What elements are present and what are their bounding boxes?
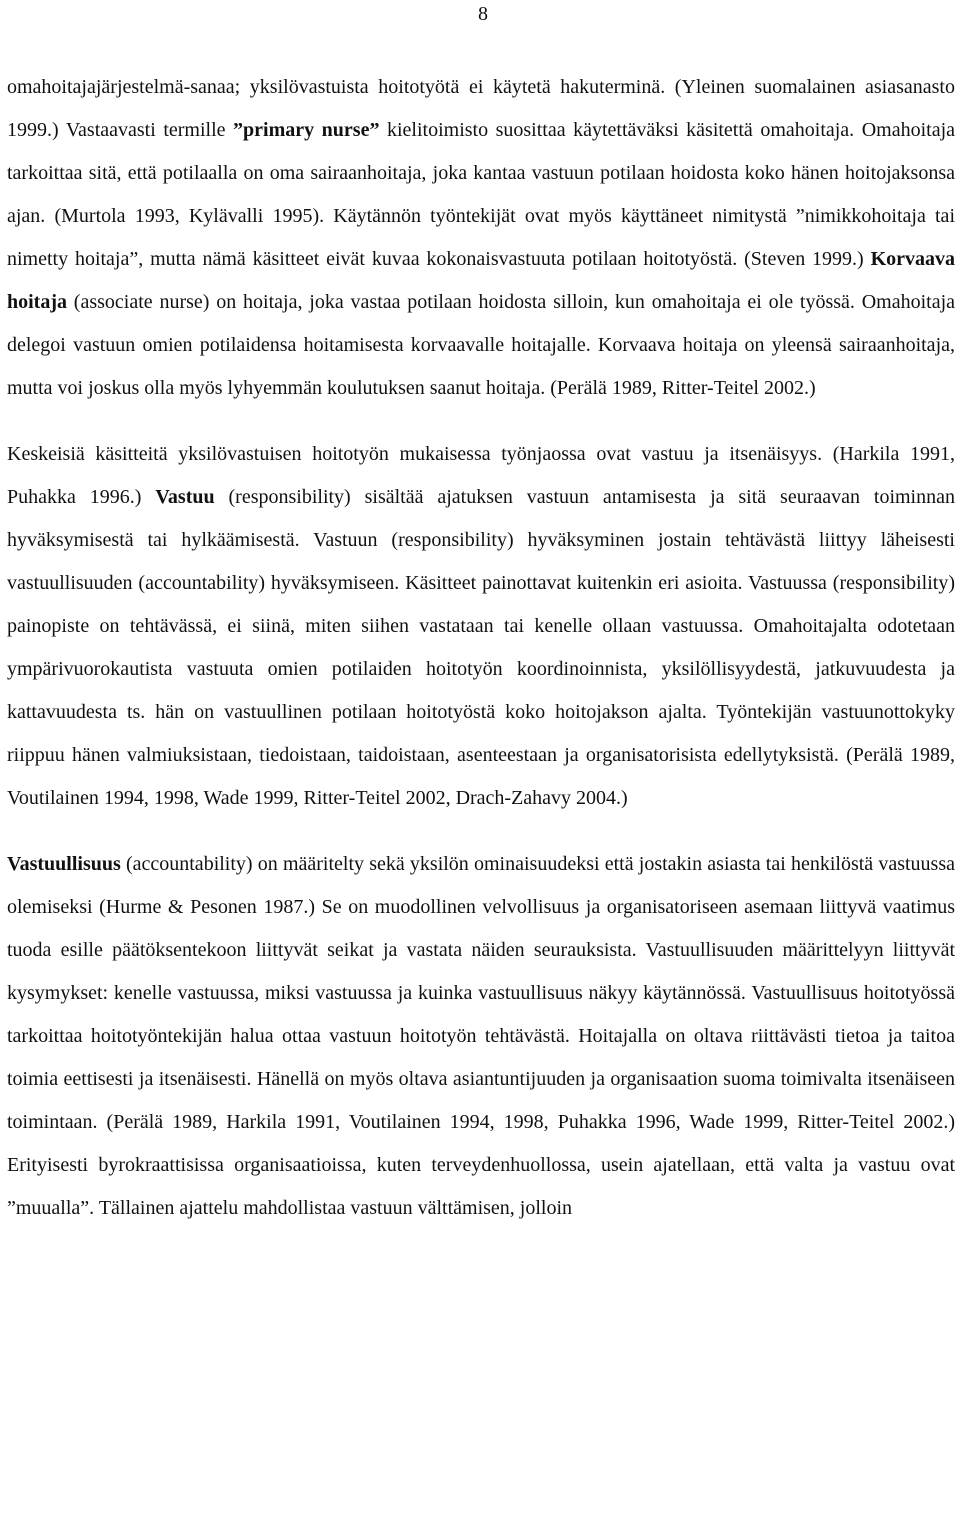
text-run: Keskeisiä käsitteitä yksilövastuisen hoitotyön mukaisessa työnjaossa ovat vastuu ja itsenäisyys. (Harkila 1991, Puhakka 1996.) [7, 443, 955, 508]
paragraph-primary-nurse [7, 66, 955, 410]
text-run: (accountability) on määritelty sekä yksilön ominaisuudeksi että jostakin asiasta tai henkilöstä vastuussa olemiseksi (Hurme & Pesonen 1987.) Se on muodollinen velvollisuus ja organisatoriseen asemaan liittyvä vaatimus tuoda esille päätöksentekoon liittyvät seikat ja vastata näiden seurauksista. Vastuullisuuden määrittelyyn liittyvät kysymykset: kenelle vastuussa, miksi vastuussa ja kuinka vastuullisuus näkyy käytännössä. Vastuullisuus hoitotyössä tarkoittaa hoitotyöntekijän halua ottaa vastuun hoitotyön tehtävästä. Hoitajalla on oltava riittävästi tietoa ja taitoa toimia eettisesti ja itsenäisesti. Hänellä on myös oltava asiantuntijuuden ja organisaation suoma toimivalta itsenäiseen toimintaan. (Perälä 1989, Harkila 1991, Voutilainen 1994, 1998, Puhakka 1996, Wade 1999, Ritter-Teitel 2002.) Erityisesti byrokraattisissa organisaatioissa, kuten terveydenhuollossa, usein ajatellaan, että valta ja vastuu ovat ”muualla”. Tällainen ajattelu mahdollistaa vastuun välttämisen, jolloin [7, 853, 955, 1219]
paragraph-vastuu [7, 433, 955, 820]
paragraph-vastuullisuus [7, 843, 955, 1230]
text-run: (associate nurse) on hoitaja, joka vastaa potilaan hoidosta silloin, kun omahoitaja ei ole työssä. Omahoitaja delegoi vastuun omien potilaidensa hoitamisesta korvaavalle hoitajalle. Korvaava hoitaja on yleensä sairaanhoitaja, mutta voi joskus olla myös lyhyemmän koulutuksen saanut hoitaja. (Perälä 1989, Ritter-Teitel 2002.) [7, 291, 955, 399]
term-primary-nurse: ”primary nurse” [233, 119, 380, 141]
text-run: omahoitajajärjestelmä-sanaa; yksilövastuista hoitotyötä ei käytetä hakuterminä. (Yleinen suomalainen asiasanasto 1999.) Vastaavasti termille [7, 76, 955, 141]
term-vastuullisuus: Vastuullisuus [7, 853, 121, 875]
document-body [7, 66, 955, 1230]
term-vastuu: Vastuu [155, 486, 215, 508]
page-number: 8 [478, 3, 488, 25]
text-run: (responsibility) sisältää ajatuksen vastuun antamisesta ja sitä seuraavan toiminnan hyväksymisestä tai hylkäämisestä. Vastuun (responsibility) hyväksyminen jostain tehtävästä liittyy läheisesti vastuullisuuden (accountability) hyväksymiseen. Käsitteet painottavat kuitenkin eri asioita. Vastuussa (responsibility) painopiste on tehtävässä, ei siinä, miten siihen vastataan tai kenelle ollaan vastuussa. Omahoitajalta odotetaan ympärivuorokautista vastuuta omien potilaiden hoitotyön koordinoinnista, yksilöllisyydestä, jatkuvuudesta ja kattavuudesta ts. hän on vastuullinen potilaan hoitotyöstä koko hoitojakson ajalta. Työntekijän vastuunottokyky riippuu hänen valmiuksistaan, tiedoistaan, taidoistaan, asenteestaan ja organisatorisista edellytyksistä. (Perälä 1989, Voutilainen 1994, 1998, Wade 1999, Ritter-Teitel 2002, Drach-Zahavy 2004.) [7, 486, 955, 809]
text-run: kielitoimisto suosittaa käytettäväksi käsitettä omahoitaja. Omahoitaja tarkoittaa sitä, että potilaalla on oma sairaanhoitaja, joka kantaa vastuun potilaan hoidosta koko hänen hoitojaksonsa ajan. (Murtola 1993, Kylävalli 1995). Käytännön työntekijät ovat myös käyttäneet nimitystä ”nimikkohoitaja tai nimetty hoitaja”, mutta nämä käsitteet eivät kuvaa kokonaisvastuuta potilaan hoitotyöstä. (Steven 1999.) [7, 119, 956, 270]
term-korvaava-hoitaja: Korvaava hoitaja [7, 248, 955, 313]
